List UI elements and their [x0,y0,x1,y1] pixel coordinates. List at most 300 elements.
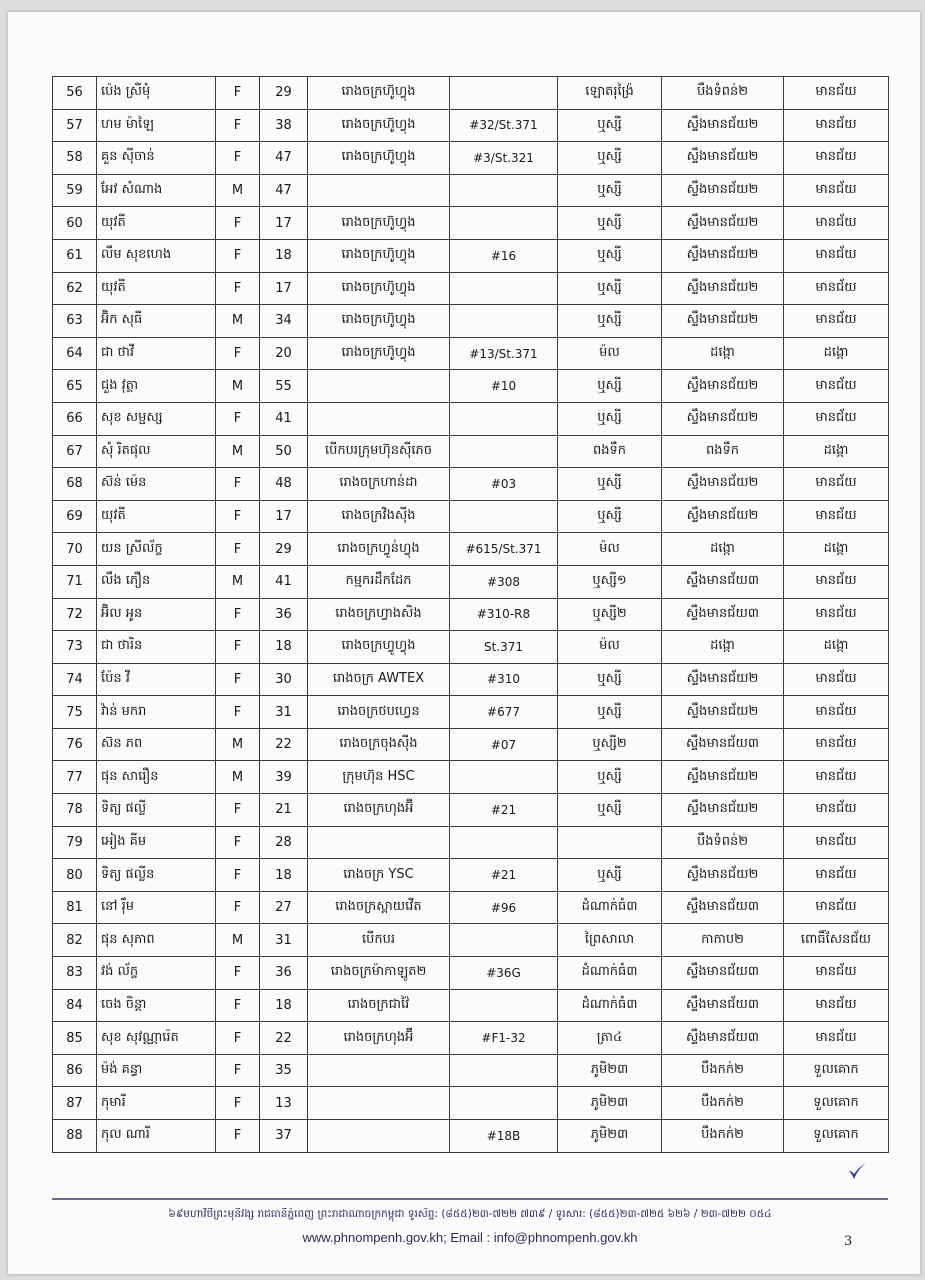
cell-age: 30 [260,663,308,696]
cell-village: ដំណាក់ធំ៣ [558,957,662,990]
table-row [53,859,889,892]
cell-sangkat: ស្ទឹងមានជ័យ៣ [662,1022,784,1055]
cell-khan: មានជ័យ [784,174,889,207]
records-table [52,76,889,1153]
cell-age: 18 [260,989,308,1022]
table-row [53,1054,889,1087]
cell-sangkat: ស្ទឹងមានជ័យ២ [662,109,784,142]
cell-village: ត្រា៤ [558,1022,662,1055]
cell-workplace: កម្មករដឹកដែក [308,565,450,598]
cell-number: 65 [53,370,97,403]
cell-number: 88 [53,1120,97,1153]
cell-name: ជា ថាវី [97,337,216,370]
cell-workplace: រោងចក្រ AWTEX [308,663,450,696]
cell-house-number [450,174,558,207]
cell-sex: M [216,305,260,338]
table-row [53,435,889,468]
cell-sangkat: បឹងទំពន់២ [662,77,784,110]
cell-khan: មានជ័យ [784,207,889,240]
cell-village: ឬស្សី [558,468,662,501]
table-row [53,891,889,924]
cell-house-number [450,305,558,338]
cell-age: 27 [260,891,308,924]
cell-house-number: #07 [450,728,558,761]
cell-name: យន ស្រីល័ក្ខ [97,533,216,566]
cell-house-number [450,77,558,110]
cell-sex: F [216,272,260,305]
cell-sangkat: បឹងកក់២ [662,1120,784,1153]
cell-village: ឬស្សី [558,402,662,435]
cell-house-number: #18B [450,1120,558,1153]
cell-sex: F [216,239,260,272]
cell-house-number: #677 [450,696,558,729]
cell-number: 77 [53,761,97,794]
cell-workplace: រោងចក្រហ្វូហ្វុង [308,631,450,664]
cell-sangkat: ស្ទឹងមានជ័យ២ [662,500,784,533]
cell-number: 83 [53,957,97,990]
cell-house-number: #10 [450,370,558,403]
cell-sangkat: ស្ទឹងមានជ័យ២ [662,402,784,435]
cell-sangkat: កាកាប២ [662,924,784,957]
cell-house-number: St.371 [450,631,558,664]
cell-age: 18 [260,859,308,892]
cell-age: 29 [260,533,308,566]
cell-house-number: #3/St.321 [450,142,558,175]
cell-number: 72 [53,598,97,631]
cell-name: ស៊ន់ ម៉េន [97,468,216,501]
cell-workplace: រោងចក្រហ៊ូហ្វុង [308,337,450,370]
cell-workplace [308,370,450,403]
cell-age: 39 [260,761,308,794]
cell-sangkat: ស្ទឹងមានជ័យ៣ [662,891,784,924]
cell-sangkat: ពងទឹក [662,435,784,468]
cell-sex: F [216,1120,260,1153]
cell-age: 41 [260,565,308,598]
table-row [53,794,889,827]
cell-khan: មានជ័យ [784,989,889,1022]
cell-sex: M [216,761,260,794]
cell-sangkat: ស្ទឹងមានជ័យ២ [662,859,784,892]
cell-name: ម៉ង់ គន្ធា [97,1054,216,1087]
cell-workplace: រោងចក្រស្ពាយវើត [308,891,450,924]
cell-house-number: #310 [450,663,558,696]
cell-house-number: #13/St.371 [450,337,558,370]
cell-khan: ទួលគោក [784,1054,889,1087]
cell-sangkat: ដង្កោ [662,533,784,566]
cell-khan: មានជ័យ [784,891,889,924]
cell-house-number [450,1054,558,1087]
cell-sex: F [216,207,260,240]
cell-village: ឬស្សី [558,142,662,175]
cell-khan: មានជ័យ [784,468,889,501]
cell-number: 58 [53,142,97,175]
cell-age: 28 [260,826,308,859]
cell-khan: មានជ័យ [784,1022,889,1055]
cell-workplace: រោងចក្រហ៊ូហ្វុង [308,77,450,110]
cell-house-number [450,207,558,240]
cell-village: ឬស្សី [558,859,662,892]
cell-sangkat: ស្ទឹងមានជ័យ២ [662,761,784,794]
cell-village: ឬស្សី២ [558,598,662,631]
cell-name: សុខ សម្ផស្ស [97,402,216,435]
cell-number: 81 [53,891,97,924]
cell-village: ឬស្សី [558,794,662,827]
cell-khan: មានជ័យ [784,402,889,435]
cell-village: ឬស្សី [558,696,662,729]
records-table-body [53,77,889,1153]
cell-house-number: #16 [450,239,558,272]
cell-sex: F [216,859,260,892]
cell-sangkat: ស្ទឹងមានជ័យ២ [662,239,784,272]
cell-name: យុវតី [97,500,216,533]
cell-workplace [308,1120,450,1153]
cell-age: 47 [260,174,308,207]
cell-sex: F [216,989,260,1022]
cell-khan: ទួលគោក [784,1120,889,1153]
table-row [53,826,889,859]
cell-house-number [450,924,558,957]
cell-sex: M [216,435,260,468]
cell-sex: F [216,468,260,501]
table-row [53,1087,889,1120]
table-row [53,1022,889,1055]
cell-sangkat: ស្ទឹងមានជ័យ២ [662,272,784,305]
cell-workplace: រោងចក្រហ៊ូហ្វុង [308,239,450,272]
cell-age: 17 [260,207,308,240]
cell-khan: មានជ័យ [784,109,889,142]
cell-age: 50 [260,435,308,468]
cell-age: 37 [260,1120,308,1153]
footer-divider [52,1198,888,1200]
cell-number: 63 [53,305,97,338]
cell-name: អ៊ិក សុធី [97,305,216,338]
cell-house-number: #308 [450,565,558,598]
cell-village: ឬស្សី [558,109,662,142]
cell-house-number: #F1-32 [450,1022,558,1055]
table-row [53,924,889,957]
cell-sangkat: ស្ទឹងមានជ័យ២ [662,794,784,827]
cell-khan: មានជ័យ [784,761,889,794]
cell-age: 13 [260,1087,308,1120]
cell-village: ម៉ល [558,631,662,664]
cell-sex: F [216,891,260,924]
cell-village: ឬស្សី [558,239,662,272]
cell-sangkat: ដង្កោ [662,337,784,370]
cell-khan: មានជ័យ [784,370,889,403]
cell-village: ឬស្សី [558,174,662,207]
cell-sex: M [216,565,260,598]
cell-age: 34 [260,305,308,338]
cell-khan: មានជ័យ [784,142,889,175]
cell-khan: មានជ័យ [784,826,889,859]
cell-sangkat: ស្ទឹងមានជ័យ៣ [662,957,784,990]
cell-number: 80 [53,859,97,892]
cell-village [558,826,662,859]
cell-age: 48 [260,468,308,501]
cell-number: 67 [53,435,97,468]
table-row [53,77,889,110]
cell-khan: មានជ័យ [784,859,889,892]
cell-age: 31 [260,924,308,957]
cell-number: 66 [53,402,97,435]
cell-age: 31 [260,696,308,729]
cell-khan: មានជ័យ [784,565,889,598]
cell-number: 61 [53,239,97,272]
cell-name: កុល ណារី [97,1120,216,1153]
table-row [53,663,889,696]
records-table-wrapper [52,76,889,1153]
cell-age: 22 [260,1022,308,1055]
cell-workplace: រោងចក្រហ៊ូហ្វុង [308,109,450,142]
cell-khan: ដង្កោ [784,337,889,370]
cell-workplace: រោងចក្រហាន់ដា [308,468,450,501]
cell-village: ឬស្សី [558,305,662,338]
cell-khan: ដង្កោ [784,631,889,664]
cell-number: 64 [53,337,97,370]
cell-name: ស៊ន ភព [97,728,216,761]
cell-workplace: បើកបរក្រុមហ៊ុនស៊ីភេច [308,435,450,468]
cell-name: អៀង គីម [97,826,216,859]
cell-name: វង់ ល័ក្ខ [97,957,216,990]
cell-sex: F [216,1022,260,1055]
cell-sex: F [216,631,260,664]
cell-number: 62 [53,272,97,305]
cell-name: គួន ស៊ីចាន់ [97,142,216,175]
cell-workplace [308,1087,450,1120]
cell-khan: មានជ័យ [784,728,889,761]
cell-workplace: រោងចក្រហ៊ូហ្វុង [308,272,450,305]
cell-house-number: #96 [450,891,558,924]
cell-name: អែវ សំណាង [97,174,216,207]
cell-village: ព្រៃសាលា [558,924,662,957]
cell-village: ម៉ល [558,337,662,370]
cell-number: 60 [53,207,97,240]
cell-khan: មានជ័យ [784,794,889,827]
cell-house-number [450,500,558,533]
cell-number: 70 [53,533,97,566]
cell-age: 18 [260,239,308,272]
cell-age: 17 [260,500,308,533]
cell-khan: មានជ័យ [784,696,889,729]
cell-workplace [308,402,450,435]
cell-sex: F [216,957,260,990]
cell-khan: មានជ័យ [784,957,889,990]
cell-number: 84 [53,989,97,1022]
footer-website-email: www.phnompenh.gov.kh; Email : info@phnompenh.gov.kh [302,1230,638,1245]
cell-house-number [450,761,558,794]
cell-number: 74 [53,663,97,696]
cell-sex: F [216,337,260,370]
cell-sex: F [216,794,260,827]
cell-sangkat: ស្ទឹងមានជ័យ៣ [662,565,784,598]
cell-sangkat: ស្ទឹងមានជ័យ២ [662,174,784,207]
cell-number: 79 [53,826,97,859]
cell-village: ឬស្សី១ [558,565,662,598]
cell-workplace [308,1054,450,1087]
table-row [53,207,889,240]
cell-house-number: #36G [450,957,558,990]
cell-khan: ទួលគោក [784,1087,889,1120]
cell-house-number: #310-R8 [450,598,558,631]
cell-sex: F [216,77,260,110]
cell-khan: មានជ័យ [784,598,889,631]
cell-house-number [450,1087,558,1120]
cell-village: ភូមិ២៣ [558,1120,662,1153]
cell-village: ភូមិ២៣ [558,1054,662,1087]
cell-village: ម៉ល [558,533,662,566]
cell-number: 73 [53,631,97,664]
cell-sex: F [216,109,260,142]
cell-sex: F [216,1054,260,1087]
cell-name: យុវតី [97,272,216,305]
cell-workplace: ក្រុមហ៊ុន HSC [308,761,450,794]
cell-workplace: រោងចក្រម៉ាកាឡូត២ [308,957,450,990]
cell-number: 85 [53,1022,97,1055]
table-row [53,696,889,729]
cell-sangkat: ស្ទឹងមានជ័យ២ [662,696,784,729]
cell-khan: មានជ័យ [784,663,889,696]
cell-sex: F [216,598,260,631]
table-row [53,337,889,370]
table-row [53,272,889,305]
table-row [53,500,889,533]
table-row [53,989,889,1022]
cell-name: ប៉ែន វី [97,663,216,696]
cell-sangkat: បឹងទំពន់២ [662,826,784,859]
cell-age: 35 [260,1054,308,1087]
cell-sex: F [216,402,260,435]
cell-sangkat: ស្ទឹងមានជ័យ២ [662,207,784,240]
cell-sex: F [216,663,260,696]
cell-age: 38 [260,109,308,142]
table-row [53,142,889,175]
cell-name: កុមារី [97,1087,216,1120]
cell-workplace: រោងចក្រហ៊ូហ្វុង [308,207,450,240]
footer-address: ៦៩មហាវិថីព្រះមុនីវង្ស រាជធានីភ្នំពេញ ព្រះរាជាណាចក្រកម្ពុជា ទូរស័ព្ទ: (៨៥៥)២៣-៧២២ ៧៣៩ / ទូរសារ: (៨៥៥)២៣-៧២៥ ៦២៦ / ២៣-៧២២ ០៥៤ [168,1208,772,1220]
cell-khan: មានជ័យ [784,272,889,305]
table-row [53,402,889,435]
table-row [53,370,889,403]
table-row [53,728,889,761]
cell-number: 68 [53,468,97,501]
table-row [53,174,889,207]
cell-number: 82 [53,924,97,957]
cell-sangkat: បឹងកក់២ [662,1087,784,1120]
cell-number: 78 [53,794,97,827]
cell-village: ឬស្សី [558,663,662,696]
table-row [53,598,889,631]
cell-sex: F [216,533,260,566]
cell-workplace: បើកបរ [308,924,450,957]
cell-age: 22 [260,728,308,761]
cell-khan: ដង្កោ [784,533,889,566]
check-mark-icon [846,1160,868,1182]
cell-workplace: រោងចក្រ YSC [308,859,450,892]
table-row [53,468,889,501]
cell-village: ឬស្សី [558,761,662,794]
cell-sex: M [216,370,260,403]
cell-sangkat: ស្ទឹងមានជ័យ៣ [662,728,784,761]
cell-house-number: #21 [450,794,558,827]
cell-number: 75 [53,696,97,729]
cell-workplace: រោងចក្រហ្វាងសិង [308,598,450,631]
cell-village: ឡោតរុង្រ៉ៃ [558,77,662,110]
table-row [53,631,889,664]
cell-house-number [450,435,558,468]
cell-number: 76 [53,728,97,761]
cell-name: ផុន សារឿន [97,761,216,794]
cell-name: ជួង វុត្ថា [97,370,216,403]
cell-house-number [450,402,558,435]
cell-sex: F [216,142,260,175]
cell-sangkat: បឹងកក់២ [662,1054,784,1087]
document-page [8,12,920,1274]
cell-age: 18 [260,631,308,664]
cell-age: 36 [260,598,308,631]
cell-sex: F [216,696,260,729]
cell-house-number [450,989,558,1022]
cell-name: ប៉េង ស្រីមុំ [97,77,216,110]
cell-number: 57 [53,109,97,142]
cell-workplace: រោងចក្រចុងស៊ីង [308,728,450,761]
cell-name: ជា ថារិន [97,631,216,664]
cell-sex: F [216,826,260,859]
cell-village: ដំណាក់ធំ៣ [558,891,662,924]
cell-name: ទិត្យ ផល្លីន [97,859,216,892]
cell-sex: F [216,1087,260,1120]
cell-workplace: រោងចក្រថបហ្វេន [308,696,450,729]
table-row [53,957,889,990]
cell-age: 17 [260,272,308,305]
cell-name: លឹម សុខហេង [97,239,216,272]
cell-name: សុំ រិតផុល [97,435,216,468]
cell-age: 41 [260,402,308,435]
cell-workplace: រោងចក្រហ្វូន់ហ្វុង [308,533,450,566]
cell-age: 36 [260,957,308,990]
cell-age: 55 [260,370,308,403]
cell-number: 69 [53,500,97,533]
cell-workplace: រោងចក្រវិងស៊ីង [308,500,450,533]
cell-sangkat: ស្ទឹងមានជ័យ២ [662,468,784,501]
cell-sex: M [216,728,260,761]
cell-khan: មានជ័យ [784,305,889,338]
cell-village: ឬស្សី២ [558,728,662,761]
cell-khan: មានជ័យ [784,239,889,272]
cell-name: វ៉ាន់ មករា [97,696,216,729]
cell-sangkat: ស្ទឹងមានជ័យ២ [662,305,784,338]
cell-house-number [450,826,558,859]
cell-village: ដំណាក់ធំ៣ [558,989,662,1022]
cell-house-number: #03 [450,468,558,501]
cell-name: ហម ម៉ាឡៃ [97,109,216,142]
cell-number: 86 [53,1054,97,1087]
page-number: 3 [844,1234,853,1249]
cell-name: នៅ រ៉ឹម [97,891,216,924]
table-row [53,1120,889,1153]
cell-sex: M [216,924,260,957]
cell-house-number [450,272,558,305]
cell-number: 59 [53,174,97,207]
cell-sangkat: ស្ទឹងមានជ័យ២ [662,663,784,696]
cell-khan: ពោធិ៍សែនជ័យ [784,924,889,957]
cell-sex: F [216,500,260,533]
cell-name: លឹង ភឿន [97,565,216,598]
cell-name: ផុន សុភាព [97,924,216,957]
cell-house-number: #615/St.371 [450,533,558,566]
table-row [53,761,889,794]
cell-village: ឬស្សី [558,370,662,403]
cell-workplace: រោងចក្រជាវ៉ៃ [308,989,450,1022]
